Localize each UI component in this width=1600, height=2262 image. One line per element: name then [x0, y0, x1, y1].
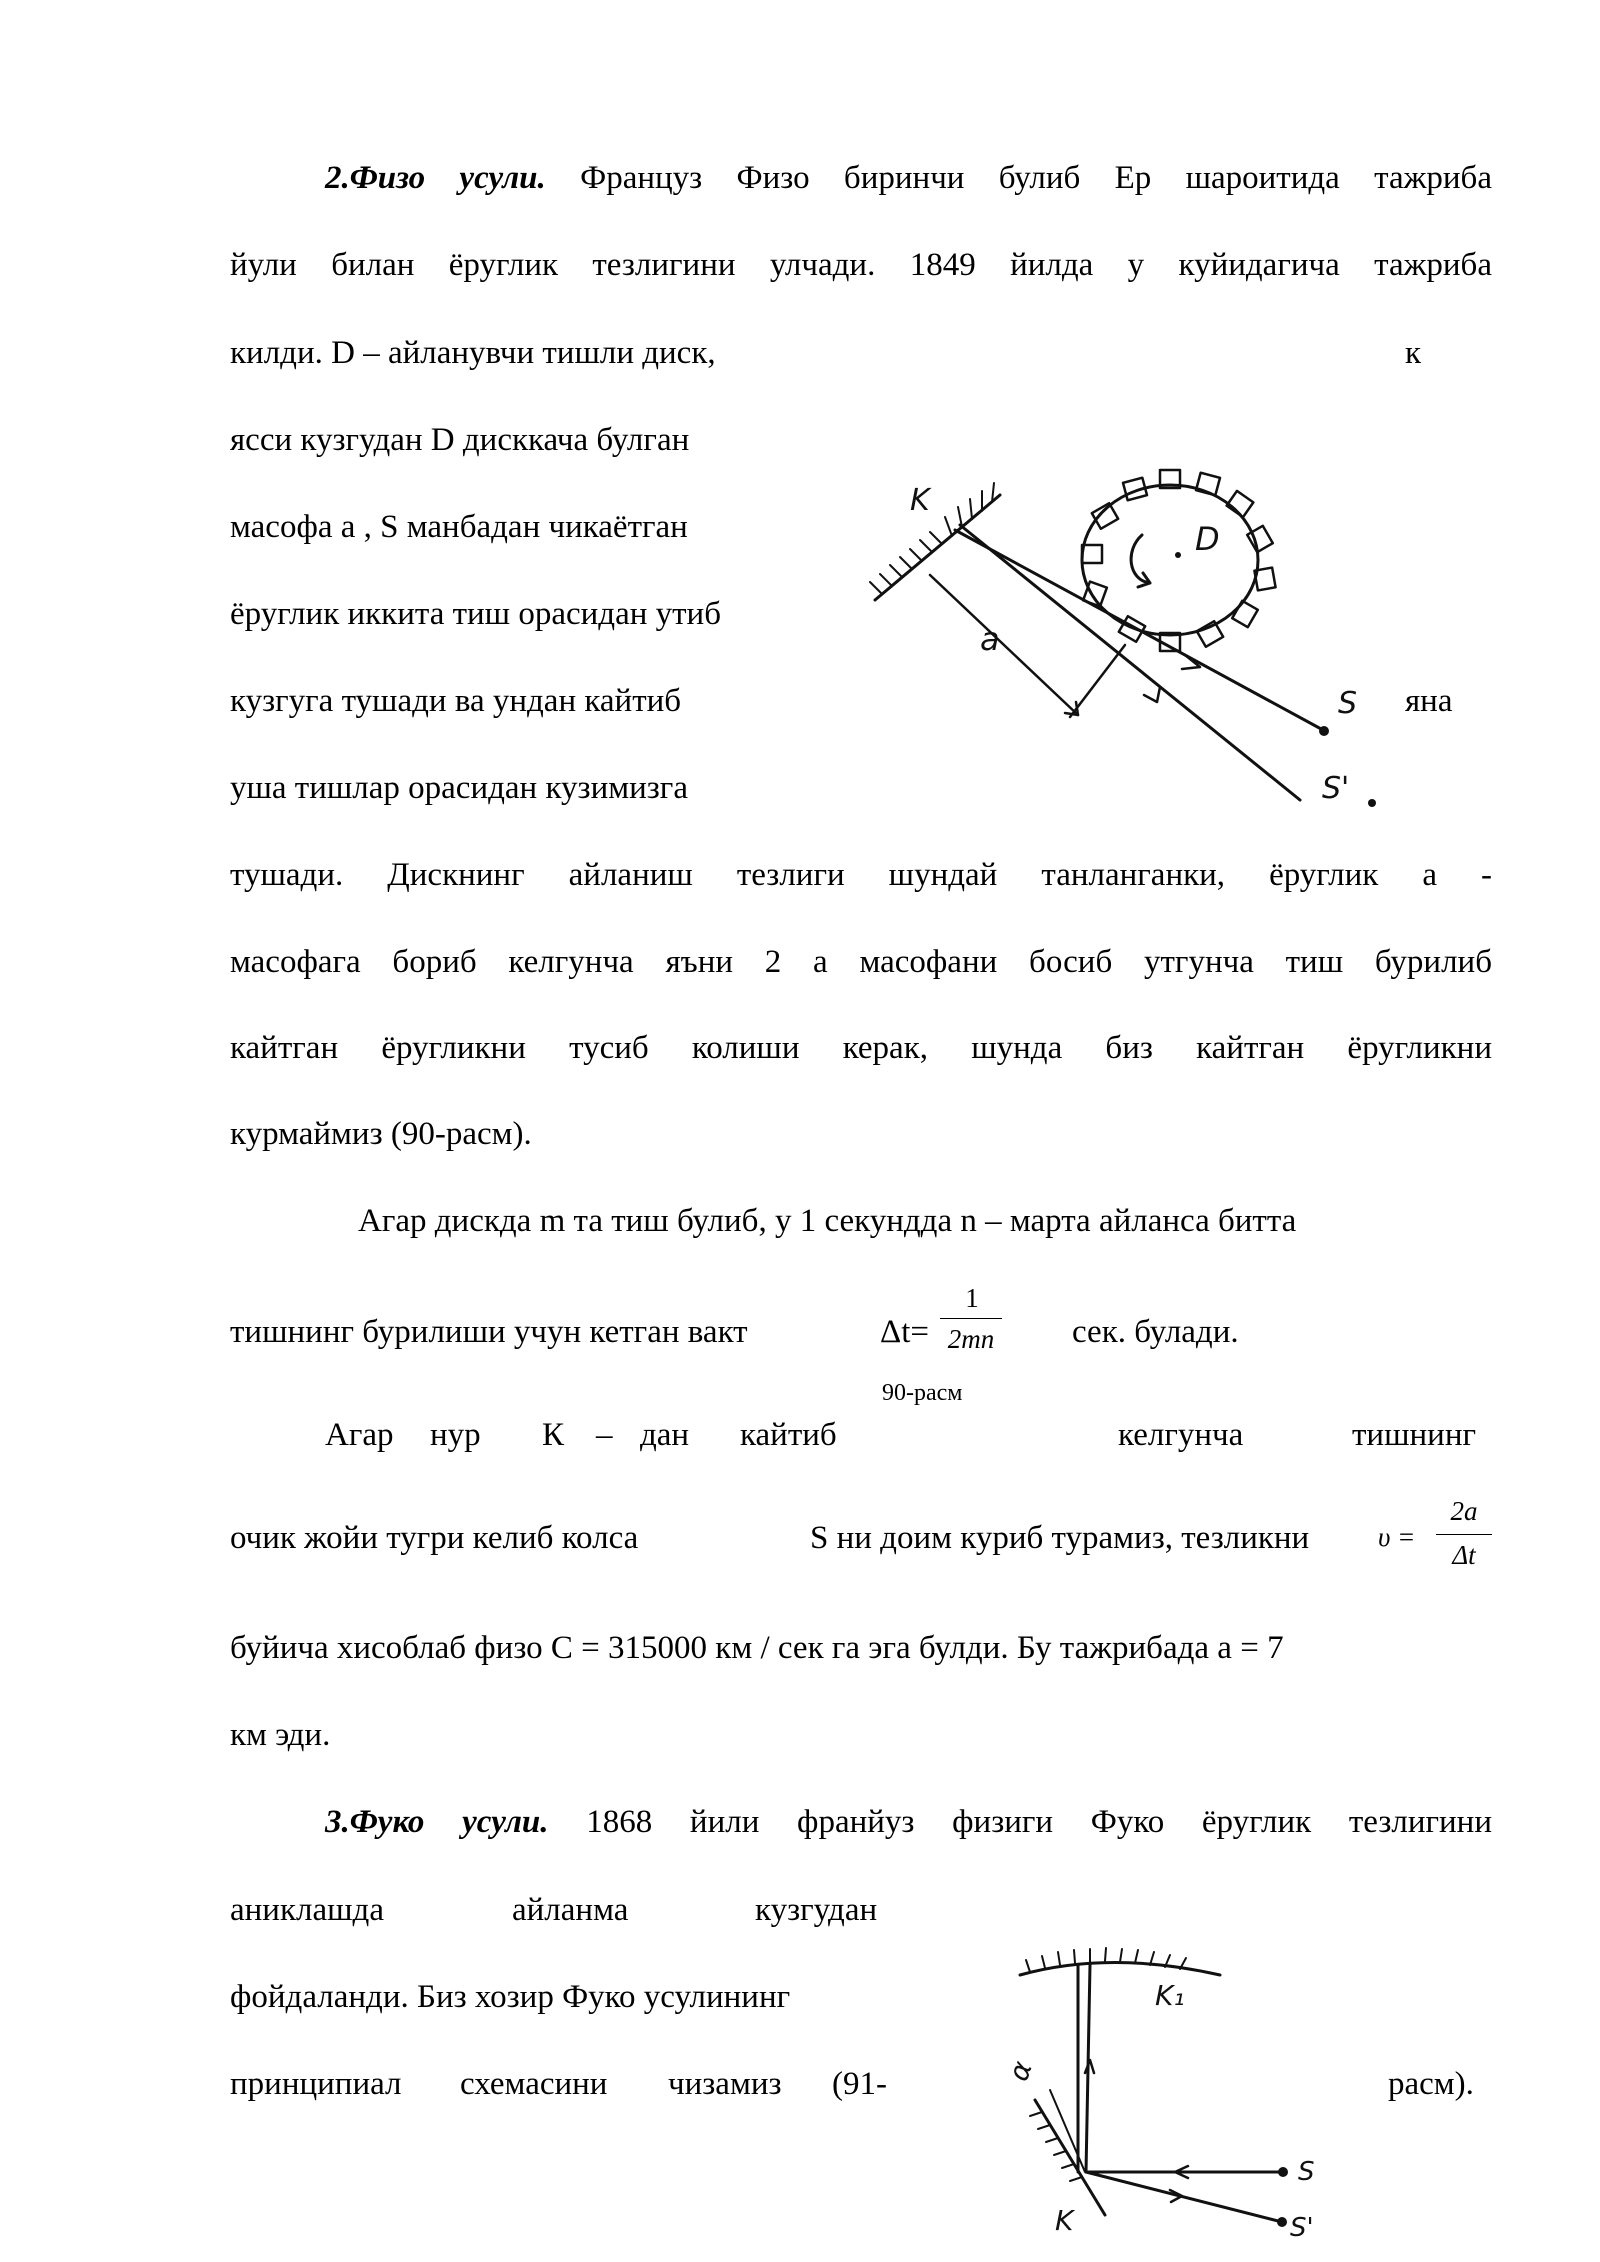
fizo-line-10-text: масофага бориб келгунча яъни 2 а масофани босиб утгунча тиш бурилиб	[230, 944, 1492, 980]
label-alpha: α	[1001, 2056, 1039, 2086]
fuko-l2-w2: айланма	[512, 1892, 629, 1928]
fizo-line-10	[230, 942, 1492, 982]
fizo-line-5: масофа а , S манбадан чикаётган	[230, 509, 688, 545]
label-s: S	[1298, 2157, 1315, 2187]
dt-label: Δt=	[880, 1314, 930, 1350]
p3-w8: тишнинг	[1352, 1417, 1477, 1453]
label-d: D	[1195, 520, 1220, 558]
fizo-line-7-right: яна	[1405, 683, 1453, 719]
fizo-line-11-text: кайтган ёругликни тусиб колиши керак, шунда биз кайтган ёругликни	[230, 1030, 1492, 1066]
fizo-line-2-text: йули билан ёруглик тезлигини улчади. 1849 йилда у куйидагича тажриба	[230, 247, 1492, 283]
reflected-ray	[960, 525, 1300, 800]
incident-ray	[955, 530, 1323, 730]
fizo-line-1	[325, 158, 1492, 198]
source-s-dot	[1319, 726, 1329, 736]
p3-w3: К	[542, 1417, 565, 1453]
fizo-line-6: ёруглик иккита тиш орасидан утиб	[230, 596, 722, 632]
fizo-line-9-text: тушади. Дискнинг айланиш тезлиги шундай танланганки, ёруглик а -	[230, 857, 1492, 893]
dt-numerator: 1	[965, 1283, 979, 1313]
p2-line-2: тишнинг бурилиши учун кетган вакт	[230, 1314, 748, 1350]
p3-w5: дан	[640, 1417, 690, 1453]
dt-fraction-bar	[940, 1318, 1002, 1319]
fizo-line-4: ясси кузгудан D дисккача булган	[230, 422, 690, 458]
p2-line-1: Агар дискда m та тиш булиб, у 1 секундда n – марта айланса битта	[358, 1203, 1297, 1239]
v-numerator: 2a	[1450, 1496, 1478, 1526]
v-fraction-bar	[1436, 1534, 1492, 1535]
mirror-k1-arc	[1020, 1963, 1220, 1976]
p3-w4: –	[596, 1417, 613, 1453]
p4-line-2: буйича хисоблаб физо С = 315000 км / сек га эга булди. Бу тажрибада а = 7	[230, 1630, 1284, 1666]
disk-center-dot	[1175, 552, 1181, 558]
p3-w2: нур	[430, 1417, 481, 1453]
label-s1: S'	[1322, 771, 1350, 806]
fizo-line-3-right: к	[1405, 335, 1422, 371]
label-s: S	[1338, 686, 1358, 721]
p3-w7: келгунча	[1118, 1417, 1244, 1453]
distance-a-line	[930, 575, 1078, 715]
ray-to-s1	[1086, 2172, 1282, 2222]
fuko-l4-w1: принципиал	[230, 2066, 402, 2102]
observer-s1-dot	[1277, 2217, 1287, 2227]
dt-denominator: 2mn	[947, 1324, 995, 1354]
rotation-arrow	[1131, 535, 1150, 587]
fizo-line-9	[230, 855, 1492, 895]
fizo-line-1-text: Француз Физо биринчи булиб Ер шароитида тажриба	[580, 160, 1492, 196]
fuko-diagram	[990, 1940, 1330, 2240]
fuko-l2-w1: аниклашда	[230, 1892, 384, 1928]
fizo-line-7: кузгуга тушади ва ундан кайтиб	[230, 683, 682, 719]
p2-line-2-tail: сек. булади.	[1072, 1314, 1239, 1350]
source-s-dot	[1278, 2167, 1288, 2177]
fuko-l4-w3: чизамиз	[668, 2066, 782, 2102]
distance-a-ext	[1070, 645, 1125, 717]
label-k: K	[910, 483, 930, 518]
fizo-line-2	[230, 245, 1492, 285]
p4-line-3: км эди.	[230, 1717, 331, 1753]
observer-s1-dot	[1368, 799, 1376, 807]
label-s1: S'	[1290, 2213, 1314, 2240]
fuko-l2-w3: кузгудан	[755, 1892, 878, 1928]
figure-90-caption: 90-расм	[882, 1380, 963, 1406]
ray-arrow-2	[1144, 687, 1160, 702]
p4-line-1-mid: S ни доим куриб турамиз, тезликни	[810, 1520, 1310, 1556]
fuko-l4-right: расм).	[1388, 2066, 1474, 2102]
label-k1: K₁	[1155, 1979, 1185, 2012]
fizo-heading: 2.Физо усули.	[325, 160, 546, 196]
fizo-line-3: килди. D – айланувчи тишли диск,	[230, 335, 716, 371]
v-denominator: Δt	[1452, 1540, 1476, 1570]
fizo-line-8: уша тишлар орасидан кузимизга	[230, 770, 688, 806]
p3-w1: Агар	[325, 1417, 394, 1453]
fuko-heading: 3.Фуко усули.	[325, 1804, 549, 1840]
disk-teeth	[1082, 470, 1276, 651]
p3-w6: кайтиб	[740, 1417, 837, 1453]
fuko-l4-w2: схемасини	[460, 2066, 608, 2102]
fizo-line-11	[230, 1028, 1492, 1068]
fuko-line-1-text: 1868 йили франйуз физиги Фуко ёруглик тезлигини	[586, 1804, 1492, 1840]
v-label: υ =	[1378, 1522, 1416, 1552]
label-k: K	[1055, 2204, 1074, 2237]
fuko-line-3: фойдаланди. Биз хозир Фуко усулининг	[230, 1979, 791, 2015]
p4-line-1: очик жойи тугри келиб колса	[230, 1520, 639, 1556]
fizo-diagram	[860, 455, 1380, 815]
fuko-line-1	[325, 1802, 1492, 1842]
mirror-k-line	[1035, 2100, 1105, 2215]
fizo-line-12: курмаймиз (90-расм).	[230, 1116, 532, 1152]
label-a: a	[980, 620, 1000, 658]
fuko-l4-w4: (91-	[832, 2066, 887, 2102]
